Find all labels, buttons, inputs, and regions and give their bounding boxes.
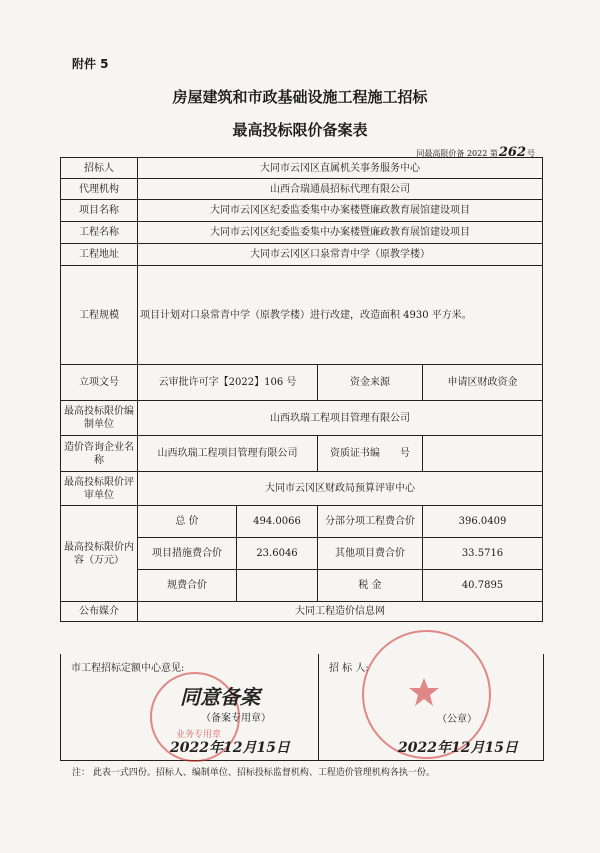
record-number-value: 262 (498, 145, 526, 160)
approval-label: 立项文号 (61, 365, 138, 401)
row-project-name (61, 200, 543, 222)
scale-value: 项目计划对口泉常青中学（原教学楼）进行改建，改造面积 4930 平方米。 (138, 266, 543, 365)
fees-value (237, 570, 318, 602)
row-address (61, 244, 543, 266)
reviewer-value: 大同市云冈区财政局预算评审中心 (138, 472, 543, 506)
row-compiler (61, 401, 543, 436)
subitem-value: 396.0409 (423, 506, 543, 538)
measures-value: 23.6046 (237, 538, 318, 570)
engineering-name-label: 工程名称 (61, 222, 138, 244)
record-stamp-text: 业务专用章 (176, 730, 222, 740)
agency-label: 代理机构 (61, 179, 138, 200)
consultant-label: 造价咨询企业名称 (61, 436, 138, 472)
reviewer-label: 最高投标限价评审单位 (61, 472, 138, 506)
row-content-1 (61, 506, 543, 538)
page-title: 房屋建筑和市政基础设施工程施工招标 (172, 88, 428, 106)
approval-value: 云审批许可字【2022】106 号 (138, 365, 318, 401)
tenderer-value: 大同市云冈区直属机关事务服务中心 (138, 158, 543, 179)
project-name-label: 项目名称 (61, 200, 138, 222)
row-approval (61, 365, 543, 401)
record-table (60, 157, 543, 622)
consultant-value: 山西玖瑞工程项目管理有限公司 (138, 436, 318, 472)
tenderer-label: 招标人 (61, 158, 138, 179)
seal-star-icon (408, 676, 440, 708)
tenderer-sign-label: 招 标 人: (329, 663, 369, 674)
record-stamp-caption: （备案专用章） (201, 713, 271, 724)
media-label: 公布媒介 (61, 602, 138, 622)
media-value: 大同工程造价信息网 (138, 602, 543, 622)
row-consultant (61, 436, 543, 472)
cert-value (423, 436, 543, 472)
content-label: 最高投标限价内容（万元） (61, 506, 138, 602)
measures-label: 项目措施费合价 (138, 538, 237, 570)
attachment-label: 附件 5 (72, 57, 109, 71)
record-number-suffix: 号 (527, 149, 535, 158)
total-label: 总 价 (138, 506, 237, 538)
fees-label: 规费合价 (138, 570, 237, 602)
fund-value: 申请区财政资金 (423, 365, 543, 401)
row-reviewer (61, 472, 543, 506)
handwritten-opinion: 同意备案 (180, 685, 260, 709)
left-sign-date: 2022年12月15日 (170, 740, 290, 756)
other-value: 33.5716 (423, 538, 543, 570)
row-scale (61, 266, 543, 365)
total-value: 494.0066 (237, 506, 318, 538)
row-engineering-name (61, 222, 543, 244)
project-name-value: 大同市云冈区纪委监委集中办案楼暨廉政教育展馆建设项目 (138, 200, 543, 222)
row-tenderer (61, 158, 543, 179)
tax-value: 40.7895 (423, 570, 543, 602)
signature-divider (318, 654, 319, 760)
row-agency (61, 179, 543, 200)
row-media (61, 602, 543, 622)
other-label: 其他项目费合价 (318, 538, 423, 570)
compiler-value: 山西玖瑞工程项目管理有限公司 (138, 401, 543, 436)
right-sign-date: 2022年12月15日 (398, 740, 518, 756)
engineering-name-value: 大同市云冈区纪委监委集中办案楼暨廉政教育展馆建设项目 (138, 222, 543, 244)
tenderer-seal-caption: （公章） (437, 714, 477, 725)
footnote: 注： 此表一式四份。招标人、编制单位、招标投标监督机构、工程造价管理机构各执一份。 (72, 768, 435, 778)
fund-label: 资金来源 (318, 365, 423, 401)
page-subtitle: 最高投标限价备案表 (232, 121, 368, 139)
address-label: 工程地址 (61, 244, 138, 266)
cert-label: 资质证书编 号 (318, 436, 423, 472)
center-opinion-label: 市工程招标定额中心意见: (71, 663, 185, 674)
tax-label: 税 金 (318, 570, 423, 602)
subitem-label: 分部分项工程费合价 (318, 506, 423, 538)
record-number-prefix: 同最高限价备 2022 第 (416, 149, 498, 158)
agency-value: 山西合瑞通晨招标代理有限公司 (138, 179, 543, 200)
compiler-label: 最高投标限价编制单位 (61, 401, 138, 436)
address-value: 大同市云冈区口泉常青中学（原教学楼） (138, 244, 543, 266)
scale-label: 工程规模 (61, 266, 138, 365)
